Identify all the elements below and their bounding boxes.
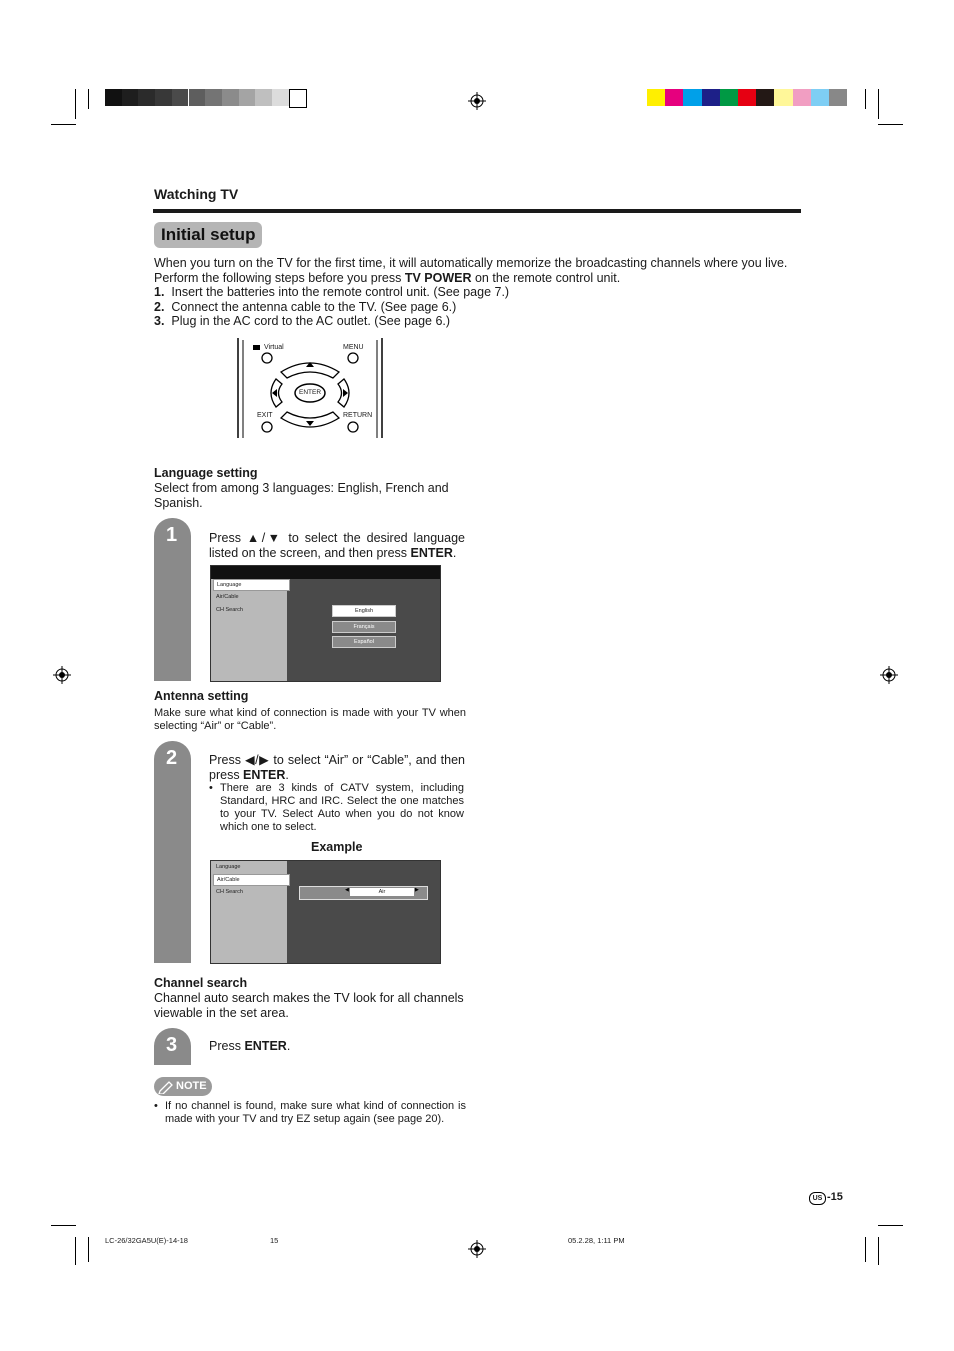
intro-steps [154, 285, 802, 329]
step-2-number: 2 [166, 747, 178, 769]
menu-item-language[interactable]: Language [216, 864, 241, 870]
note-label: NOTE [176, 1080, 207, 1092]
gray-swatch [239, 89, 256, 106]
registration-target-icon [468, 92, 486, 110]
color-swatch [811, 89, 829, 106]
page-title: Initial setup [161, 225, 256, 244]
gray-swatch [189, 89, 206, 106]
example-label: Example [311, 840, 363, 854]
footer-page: 15 [270, 1236, 279, 1245]
color-swatch [665, 89, 683, 106]
gray-swatch [105, 89, 122, 106]
color-swatch [702, 89, 720, 106]
crop-mark [865, 1237, 866, 1262]
language-heading: Language setting [154, 466, 258, 480]
pencil-icon [158, 1079, 174, 1094]
intro-step: 1. Insert the batteries into the remote control unit. (See page 7.) [154, 285, 510, 299]
crop-mark [75, 89, 76, 119]
registration-target-icon [880, 666, 898, 684]
crop-mark [865, 89, 866, 109]
channel-heading: Channel search [154, 976, 248, 990]
step-2-instruction: Press ◀/▶ to select “Air” or “Cable”, and then press ENTER. [209, 753, 465, 782]
intro-paragraph [154, 256, 802, 285]
menu-item-air-cable[interactable]: Air/Cable [213, 874, 290, 886]
exit-label: EXIT [257, 412, 273, 419]
intro-step: 3. Plug in the AC cord to the AC outlet. (See page 6.) [154, 314, 451, 328]
gray-swatch [205, 89, 222, 106]
color-swatch [756, 89, 774, 106]
right-arrow-icon: ▶ [415, 887, 419, 893]
color-swatch [738, 89, 756, 106]
crop-mark [88, 1237, 89, 1262]
note-badge [154, 1077, 212, 1096]
crop-mark [878, 124, 903, 125]
intro-step: 2. Connect the antenna cable to the TV. (See page 6.) [154, 299, 457, 314]
left-arrow-icon: ◀ [345, 887, 349, 893]
enter-label: ENTER [299, 389, 322, 396]
crop-mark [51, 124, 76, 125]
crop-mark [878, 1225, 903, 1226]
menu-item-ch-search[interactable]: CH Search [216, 889, 243, 895]
intro-text: When you turn on the TV for the first time, it will automatically memorize the broadcasting channels where you live. Perform the following steps before you press [154, 256, 788, 285]
gray-swatch [289, 89, 308, 108]
gray-swatch [122, 89, 139, 106]
virtual-label: Virtual [264, 344, 284, 351]
step-1-number: 1 [166, 524, 178, 546]
menu-item-ch-search[interactable]: CH Search [216, 607, 243, 613]
color-swatch [647, 89, 665, 106]
menu-item-language[interactable]: Language [213, 579, 290, 591]
antenna-heading: Antenna setting [154, 689, 249, 703]
option-espanol[interactable]: Español [332, 636, 396, 648]
gray-swatch [138, 89, 155, 106]
option-francais[interactable]: Français [332, 621, 396, 633]
intro-bold: TV POWER [404, 270, 472, 285]
intro-text-after: on the remote control unit. [471, 270, 621, 285]
note-item: • If no channel is found, make sure what kind of connection is made with your TV and try EZ setup again (see page 20). [154, 1100, 466, 1125]
step-3-instruction: Press ENTER. [209, 1039, 291, 1053]
page-number: -15 [827, 1191, 843, 1203]
step-3-number: 3 [166, 1034, 178, 1056]
header-rule [153, 209, 801, 213]
crop-mark [88, 89, 89, 109]
menu-item-air-cable[interactable]: Air/Cable [216, 594, 239, 600]
catv-bullet: • There are 3 kinds of CATV system, including Standard, HRC and IRC. Select the one matches to your TV. Select Auto when you do not know which one to select. [209, 782, 464, 833]
language-description: Select from among 3 languages: English, French and Spanish. [154, 481, 449, 510]
section-label: Watching TV [154, 186, 239, 202]
color-swatch [720, 89, 738, 106]
color-swatch [683, 89, 701, 106]
gray-swatch [172, 89, 189, 106]
region-badge: US [809, 1192, 826, 1205]
footer-filename: LC-26/32GA5U(E)-14-18 [105, 1236, 188, 1245]
antenna-menu-screen [210, 860, 441, 964]
gray-swatch [255, 89, 272, 106]
channel-description: Channel auto search makes the TV look for all channels viewable in the set area. [154, 991, 464, 1020]
gray-swatch [272, 89, 289, 106]
menu-label: MENU [343, 344, 364, 351]
crop-mark [878, 89, 879, 119]
step-1-instruction: Press ▲/▼ to select the desired language listed on the screen, and then press ENTER. [209, 531, 465, 560]
color-swatch [829, 89, 847, 106]
crop-mark [51, 1225, 76, 1226]
step-2-bar [154, 741, 191, 963]
language-menu-screen [210, 565, 441, 682]
color-swatch [793, 89, 811, 106]
crop-mark [75, 1237, 76, 1265]
crop-mark [878, 1237, 879, 1265]
air-cable-value[interactable]: Air [350, 888, 414, 896]
gray-swatch [222, 89, 239, 106]
gray-swatch [155, 89, 172, 106]
color-swatch [774, 89, 792, 106]
option-english[interactable]: English [332, 605, 396, 617]
registration-target-icon [468, 1240, 486, 1258]
return-label: RETURN [343, 412, 373, 419]
footer-date: 05.2.28, 1:11 PM [568, 1236, 625, 1245]
registration-target-icon [53, 666, 71, 684]
antenna-description: Make sure what kind of connection is made with your TV when selecting “Air” or “Cable”. [154, 707, 466, 732]
